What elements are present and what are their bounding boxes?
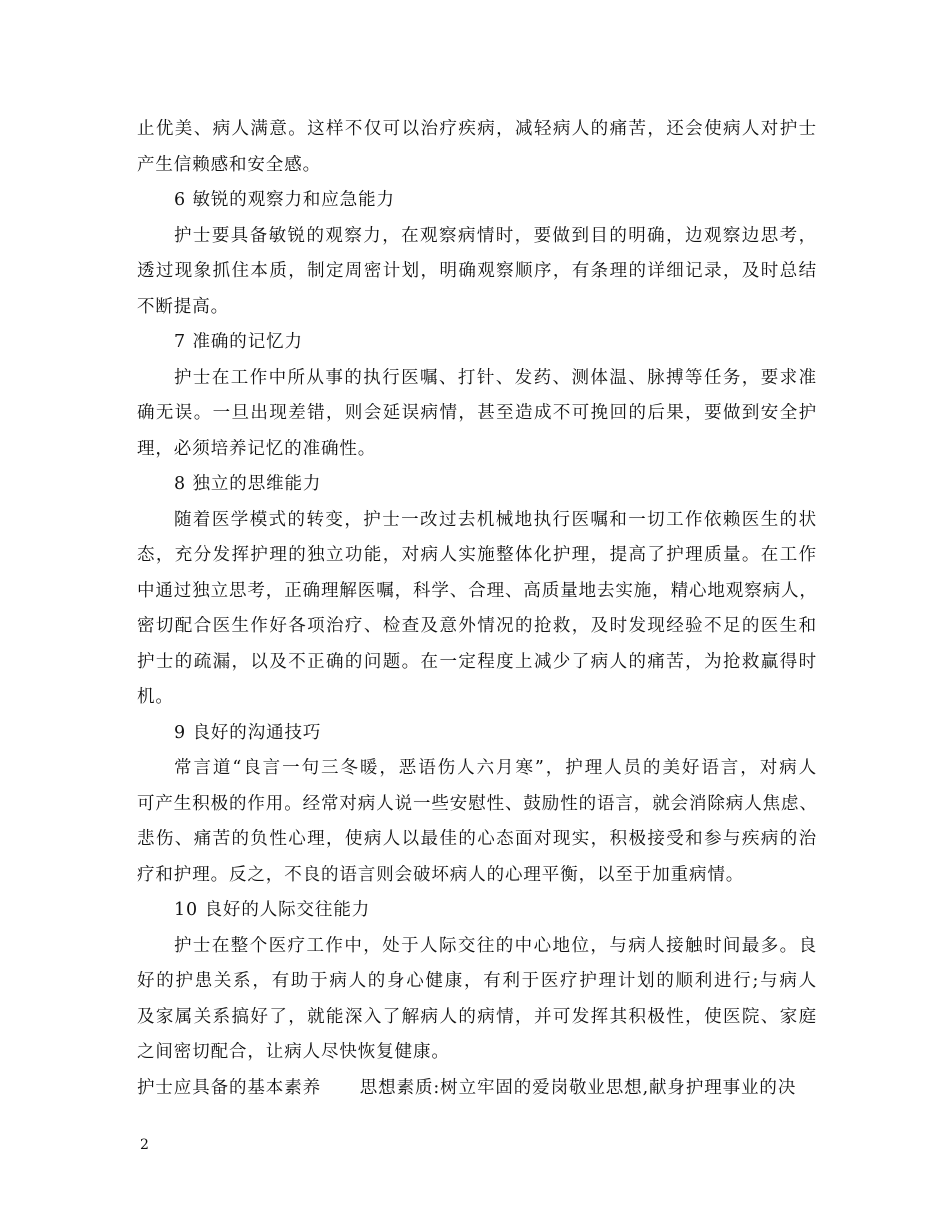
- paragraph-line: 可产生积极的作用。经常对病人说一些安慰性、鼓励性的语言，就会消除病人焦虑、: [137, 793, 818, 814]
- paragraph-line: 常言道“良言一句三冬暖，恶语伤人六月寒”，护理人员的美好语言，对病人: [174, 758, 817, 778]
- section-heading: 9 良好的沟通技巧: [174, 722, 322, 743]
- paragraph-line: 中通过独立思考，正确理解医嘱，科学、合理、高质量地去实施，精心地观察病人，: [137, 580, 818, 601]
- paragraph-line: 悲伤、痛苦的负性心理，使病人以最佳的心态面对现实，积极接受和参与疾病的治: [137, 829, 817, 849]
- paragraph-line: 态，充分发挥护理的独立功能，对病人实施整体化护理，提高了护理质量。在工作: [137, 545, 817, 565]
- paragraph-line: 产生信赖感和安全感。: [137, 154, 321, 175]
- paragraph-line: 护士在整个医疗工作中，处于人际交往的中心地位，与病人接触时间最多。良: [174, 935, 817, 956]
- paragraph-line: 止优美、病人满意。这样不仅可以治疗疾病，减轻病人的痛苦，还会使病人对护士: [137, 119, 817, 139]
- paragraph-line: 护士的疏漏，以及不正确的问题。在一定程度上减少了病人的痛苦，为抢救赢得时: [137, 651, 817, 672]
- section-heading: 10 良好的人际交往能力: [174, 900, 371, 920]
- page-number: 2: [140, 1137, 149, 1153]
- paragraph-line: 疗和护理。反之，不良的语言则会破坏病人的心理平衡，以至于加重病情。: [137, 864, 745, 885]
- paragraph-line: 护士要具备敏锐的观察力，在观察病情时，要做到目的明确，边观察边思考，: [174, 225, 817, 246]
- section-heading: 8 独立的思维能力: [174, 474, 322, 494]
- paragraph-line: 护士在工作中所从事的执行医嘱、打针、发药、测体温、脉搏等任务，要求准: [174, 367, 817, 388]
- paragraph-line: 确无误。一旦出现差错，则会延误病情，甚至造成不可挽回的后果，要做到安全护: [137, 403, 817, 423]
- paragraph-line: 密切配合医生作好各项治疗、检查及意外情况的抢救，及时发现经验不足的医生和: [137, 616, 817, 636]
- paragraph-line: 理，必须培养记忆的准确性。: [137, 438, 377, 459]
- document-body: [137, 112, 817, 1106]
- paragraph-line: 不断提高。: [137, 296, 229, 317]
- section-heading: 7 准确的记忆力: [174, 332, 303, 352]
- paragraph-line: 随着医学模式的转变，护士一改过去机械地执行医嘱和一切工作依赖医生的状: [174, 509, 817, 530]
- paragraph-line: 机。: [137, 687, 174, 707]
- paragraph-line: 好的护患关系，有助于病人的身心健康，有利于医疗护理计划的顺利进行;与病人: [137, 971, 817, 991]
- section-heading: 6 敏锐的观察力和应急能力: [174, 190, 395, 210]
- paragraph-line: 及家属关系搞好了，就能深入了解病人的病情，并可发挥其积极性，使医院、家庭: [137, 1006, 817, 1027]
- paragraph-line: 护士应具备的基本素养 思想素质:树立牢固的爱岗敬业思想,献身护理事业的决: [137, 1077, 797, 1098]
- paragraph-line: 透过现象抓住本质，制定周密计划，明确观察顺序，有条理的详细记录，及时总结: [137, 261, 817, 281]
- paragraph-line: 之间密切配合，让病人尽快恢复健康。: [137, 1042, 450, 1062]
